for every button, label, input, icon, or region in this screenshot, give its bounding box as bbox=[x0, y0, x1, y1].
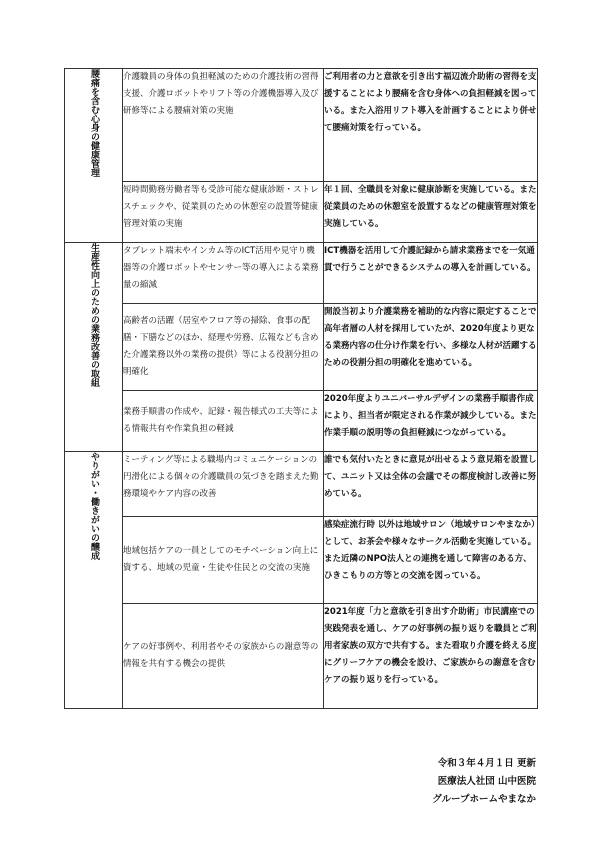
category-cell bbox=[65, 243, 123, 452]
organization-name: 医療法人社団 山中医院 bbox=[437, 776, 536, 787]
measure-cell: 短時間勤務労働者等も受診可能な健康診断・ストレスチェックや、従業員のための休憩室の設置等健康管理対策の実施 bbox=[123, 182, 324, 243]
status-cell: ICT機器を活用して介護記録から請求業務までを一気通貫で行うことができるシステムの導入を計画している。 bbox=[324, 243, 538, 304]
category-cell bbox=[65, 69, 123, 243]
status-cell: 感染症流行時 以外は地域サロン（地域サロンやまなか）として、お茶会や様々なサークル活動を実施している。また近隣のNPO法人との連携を通して障害のある方、ひきこもりの方等との交流を図っている。 bbox=[324, 517, 538, 604]
measure-cell: ミーティング等による職場内コミュニケーションの円滑化による個々の介護職員の気づきを踏まえた勤務環境やケア内容の改善 bbox=[123, 452, 324, 517]
table-row bbox=[65, 452, 538, 517]
document-footer bbox=[432, 755, 536, 809]
table-row bbox=[65, 182, 538, 243]
status-cell: 開設当初より介護業務を補助的な内容に限定することで高年者層の人材を採用していたが、2020年度より更なる業務内容の仕分け作業を行い、多様な人材が活躍するための役割分担の明確化を進めている。 bbox=[324, 304, 538, 391]
update-date: 令和３年４月１日 更新 bbox=[437, 758, 536, 769]
table-row bbox=[65, 243, 538, 304]
category-label: 腰痛を含む心身の健康管理 bbox=[89, 69, 99, 177]
category-label: やりがい・働きがいの醸成 bbox=[89, 452, 99, 560]
measures-table bbox=[64, 68, 538, 709]
category-label: 生産性向上のための業務改善の取組 bbox=[89, 243, 99, 387]
measure-cell: 地域包括ケアの一員としてのモチベーション向上に資する、地域の児童・生徒や住民との交流の実施 bbox=[123, 517, 324, 604]
status-cell: 2021年度「力と意欲を引き出す介助術」市民講座での実践発表を通し、ケアの好事例の振り返りを職員とご利用者家族の双方で共有する。また看取り介護を終える度にグリーフケアの機会を設け、ご家族からの謝意を含むケアの振り返りを行っている。 bbox=[324, 604, 538, 709]
category-cell bbox=[65, 452, 123, 709]
facility-name: グループホームやまなか bbox=[432, 794, 536, 805]
measure-cell: 介護職員の身体の負担軽減のための介護技術の習得支援、介護ロボットやリフト等の介護機器導入及び研修等による腰痛対策の実施 bbox=[123, 69, 324, 182]
measure-cell: 高齢者の活躍（居室やフロア等の掃除、食事の配膳・下膳などのほか、経理や労務、広報なども含めた介護業務以外の業務の提供）等による役割分担の明確化 bbox=[123, 304, 324, 391]
table-row bbox=[65, 304, 538, 391]
measure-cell: ケアの好事例や、利用者やその家族からの謝意等の情報を共有する機会の提供 bbox=[123, 604, 324, 709]
status-cell: 誰でも気付いたときに意見が出せるよう意見箱を設置して、ユニット又は全体の会議でその都度検討し改善に努めている。 bbox=[324, 452, 538, 517]
status-cell: ご利用者の力と意欲を引き出す福辺流介助術の習得を支援することにより腰痛を含む身体への負担軽減を図っている。また入浴用リフト導入を計画することにより併せて腰痛対策を行っている。 bbox=[324, 69, 538, 182]
status-cell: 2020年度よりユニバーサルデザインの業務手順書作成により、担当者が限定される作業が減少している。また作業手順の説明等の負担軽減につながっている。 bbox=[324, 391, 538, 452]
status-cell: 年１回、全職員を対象に健康診断を実施している。また従業員のための休憩室を設置するなどの健康管理対策を実施している。 bbox=[324, 182, 538, 243]
table-row bbox=[65, 517, 538, 604]
measure-cell: タブレット端末やインカム等のICT活用や見守り機器等の介護ロボットやセンサー等の導入による業務量の縮減 bbox=[123, 243, 324, 304]
table-row bbox=[65, 391, 538, 452]
measure-cell: 業務手順書の作成や、記録・報告様式の工夫等による情報共有や作業負担の軽減 bbox=[123, 391, 324, 452]
table-row bbox=[65, 604, 538, 709]
table-row bbox=[65, 69, 538, 182]
